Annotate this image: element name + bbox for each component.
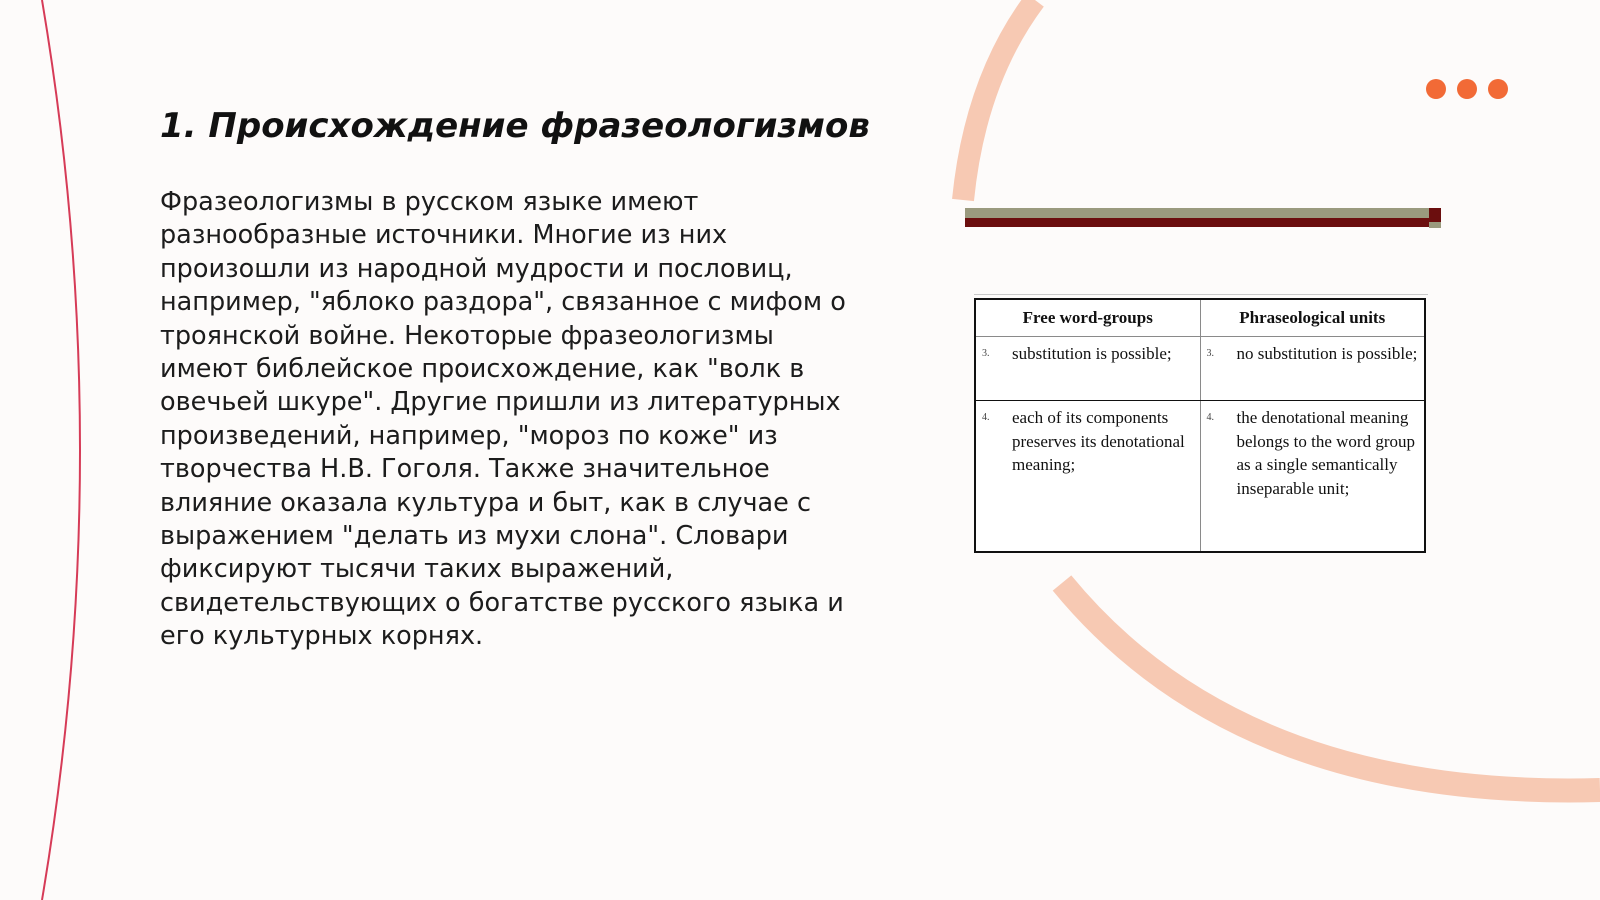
decorative-bar xyxy=(965,208,1441,228)
bar-top-stripe xyxy=(965,208,1429,218)
table-header-row xyxy=(975,299,1425,337)
lower-arc xyxy=(1062,583,1600,790)
item-number: 3. xyxy=(1206,348,1214,359)
left-curve-line xyxy=(42,0,80,900)
comparison-table xyxy=(974,298,1426,553)
table-row xyxy=(975,337,1425,401)
dot-icon xyxy=(1457,79,1477,99)
table-cell xyxy=(975,337,1200,401)
table-row xyxy=(975,401,1425,553)
item-number: 3. xyxy=(982,348,990,359)
bar-end-notch xyxy=(1429,222,1441,228)
menu-dots xyxy=(1426,79,1508,99)
dot-icon xyxy=(1426,79,1446,99)
table-cell xyxy=(975,401,1200,553)
cell-text: substitution is possible; xyxy=(1012,344,1172,363)
table-cell xyxy=(1200,337,1425,401)
dot-icon xyxy=(1488,79,1508,99)
bar-bottom-stripe xyxy=(965,218,1441,227)
bar-end-block xyxy=(1429,208,1441,222)
item-number: 4. xyxy=(982,412,990,423)
cell-text: the denotational meaning belongs to the word group as a single semantically inseparable unit; xyxy=(1236,408,1415,498)
slide-title: 1. Происхождение фразеологизмов xyxy=(160,106,870,146)
cell-text: no substitution is possible; xyxy=(1236,344,1418,363)
column-header-free-word-groups: Free word-groups xyxy=(975,299,1200,337)
column-header-phraseological-units: Phraseological units xyxy=(1200,299,1425,337)
slide-body-text: Фразеологизмы в русском языке имеют разнообразные источники. Многие из них произошли из народной мудрости и пословиц, например, "яблоко раздора", связанное с мифом о троянской войне. Некоторые фразеологизмы имеют библейское происхождение, как "волк в овечьей шкуре". Другие пришли из литературных произведений, например, "мороз по коже" из творчества Н.В. Гоголя. Также значительное влияние оказала культура и быт, как в случае с выражением "делать из мухи слона". Словари фиксируют тысячи таких выражений, свидетельствующих о богатстве русского языка и его культурных корнях. xyxy=(160,187,846,652)
comparison-table-image xyxy=(974,294,1428,553)
cell-text: each of its components preserves its denotational meaning; xyxy=(1012,408,1185,474)
table-cell xyxy=(1200,401,1425,553)
item-number: 4. xyxy=(1206,412,1214,423)
upper-arc xyxy=(963,0,1035,200)
